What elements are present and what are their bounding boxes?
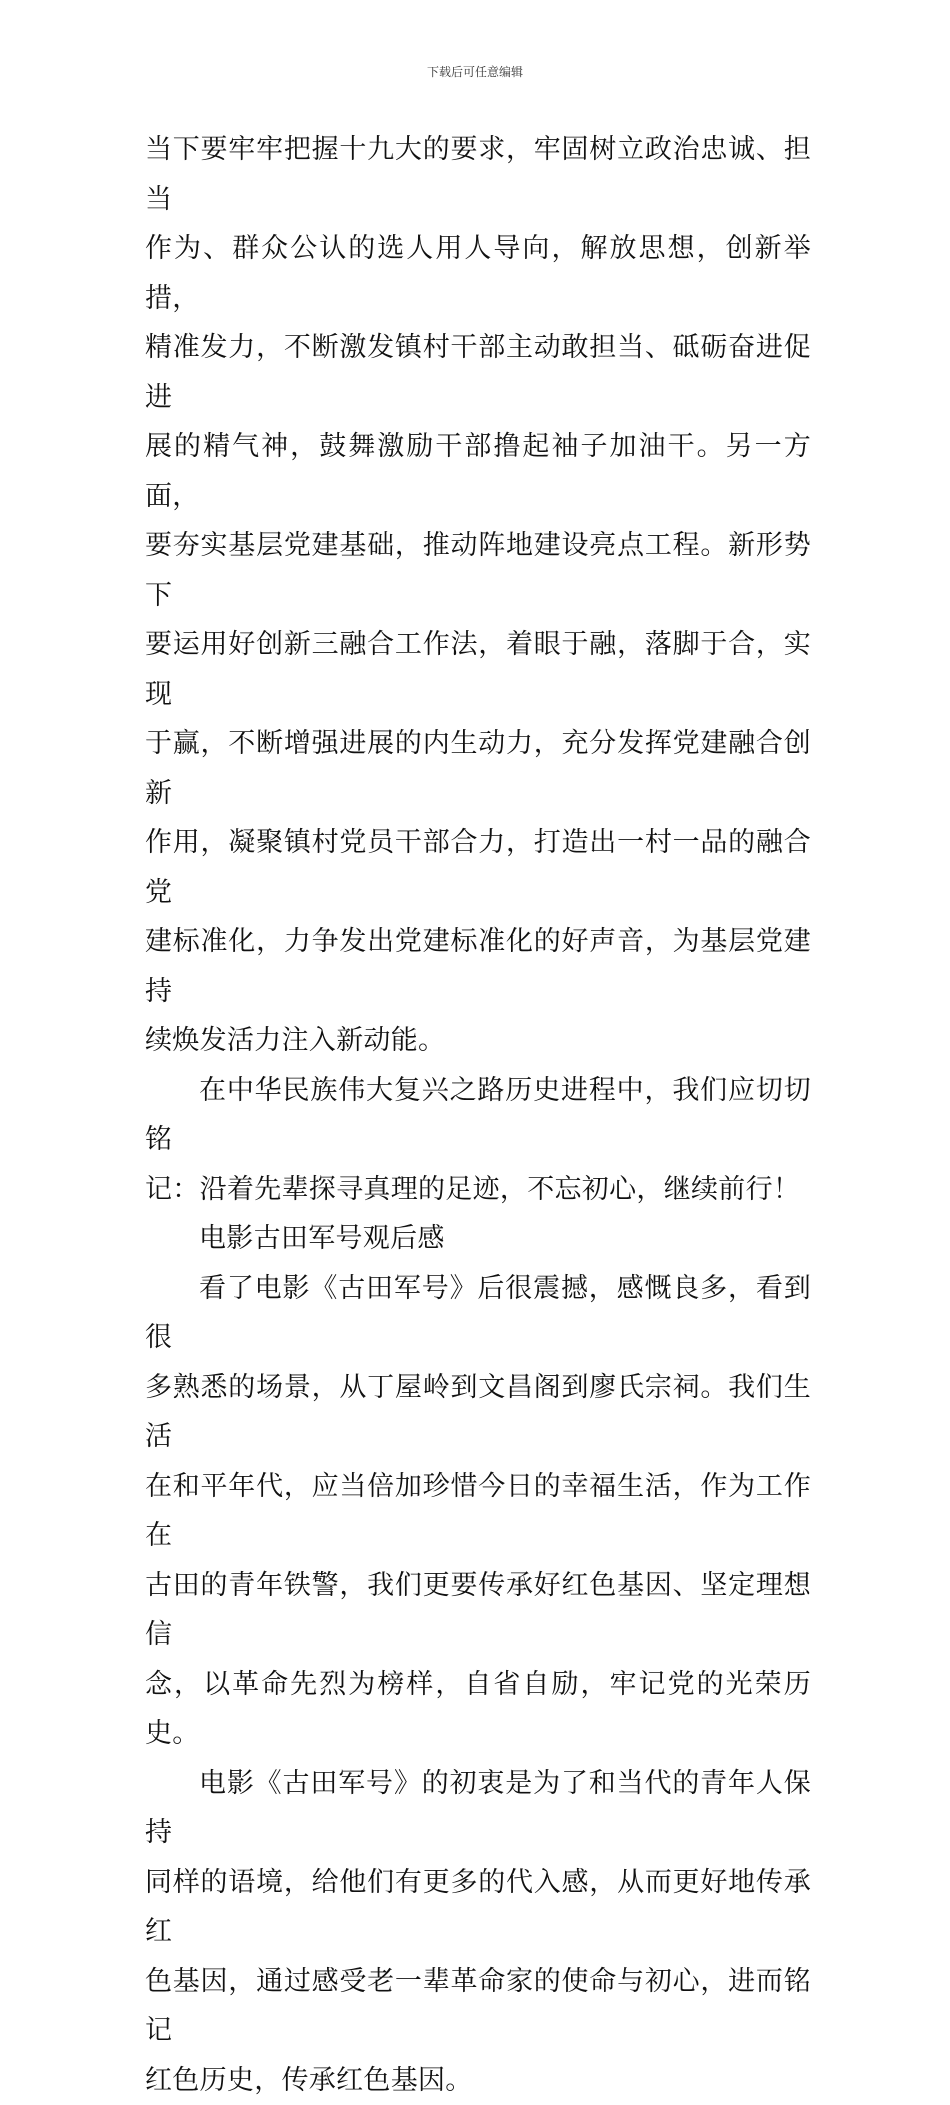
page-header-note: 下载后可任意编辑 — [0, 64, 950, 80]
paragraph-remember-history: 在中华民族伟大复兴之路历史进程中，我们应切切铭 记：沿着先辈探寻真理的足迹，不忘初心，继续前行！ — [145, 1066, 811, 1215]
paragraph-party-building: 当下要牢牢把握十九大的要求，牢固树立政治忠诚、担当 作为、群众公认的选人用人导向，解放思想，创新举措， 精准发力，不断激发镇村干部主动敢担当、砥砺奋进促进 展的精气神，鼓舞激励干部撸起袖子加油干。另一方面， 要夯实基层党建基础，推动阵地建设亮点工程。新形势下 要运用好创新三融合工作法，着眼于融，落脚于合，实现 于赢，不断增强进展的内生动力，充分发挥党建融合创新 作用，凝聚镇村党员干部合力，打造出一村一品的融合党 建标准化，力争发出党建标准化的好声音，为基层党建持 续焕发活力注入新动能。 — [145, 125, 811, 1066]
paragraph-film-purpose: 电影《古田军号》的初衷是为了和当代的青年人保持 同样的语境，给他们有更多的代入感，从而更好地传承红 色基因，通过感受老一辈革命家的使命与初心，进而铭记 红色历史，传承红色基因。 — [145, 1759, 811, 2105]
document-body — [145, 125, 811, 2105]
section-title: 电影古田军号观后感 — [145, 1214, 811, 1264]
paragraph-film-impression: 看了电影《古田军号》后很震撼，感慨良多，看到很 多熟悉的场景，从丁屋岭到文昌阁到廖氏宗祠。我们生活 在和平年代，应当倍加珍惜今日的幸福生活，作为工作在 古田的青年铁警，我们更要传承好红色基因、坚定理想信 念，以革命先烈为榜样，自省自励，牢记党的光荣历史。 — [145, 1264, 811, 1759]
